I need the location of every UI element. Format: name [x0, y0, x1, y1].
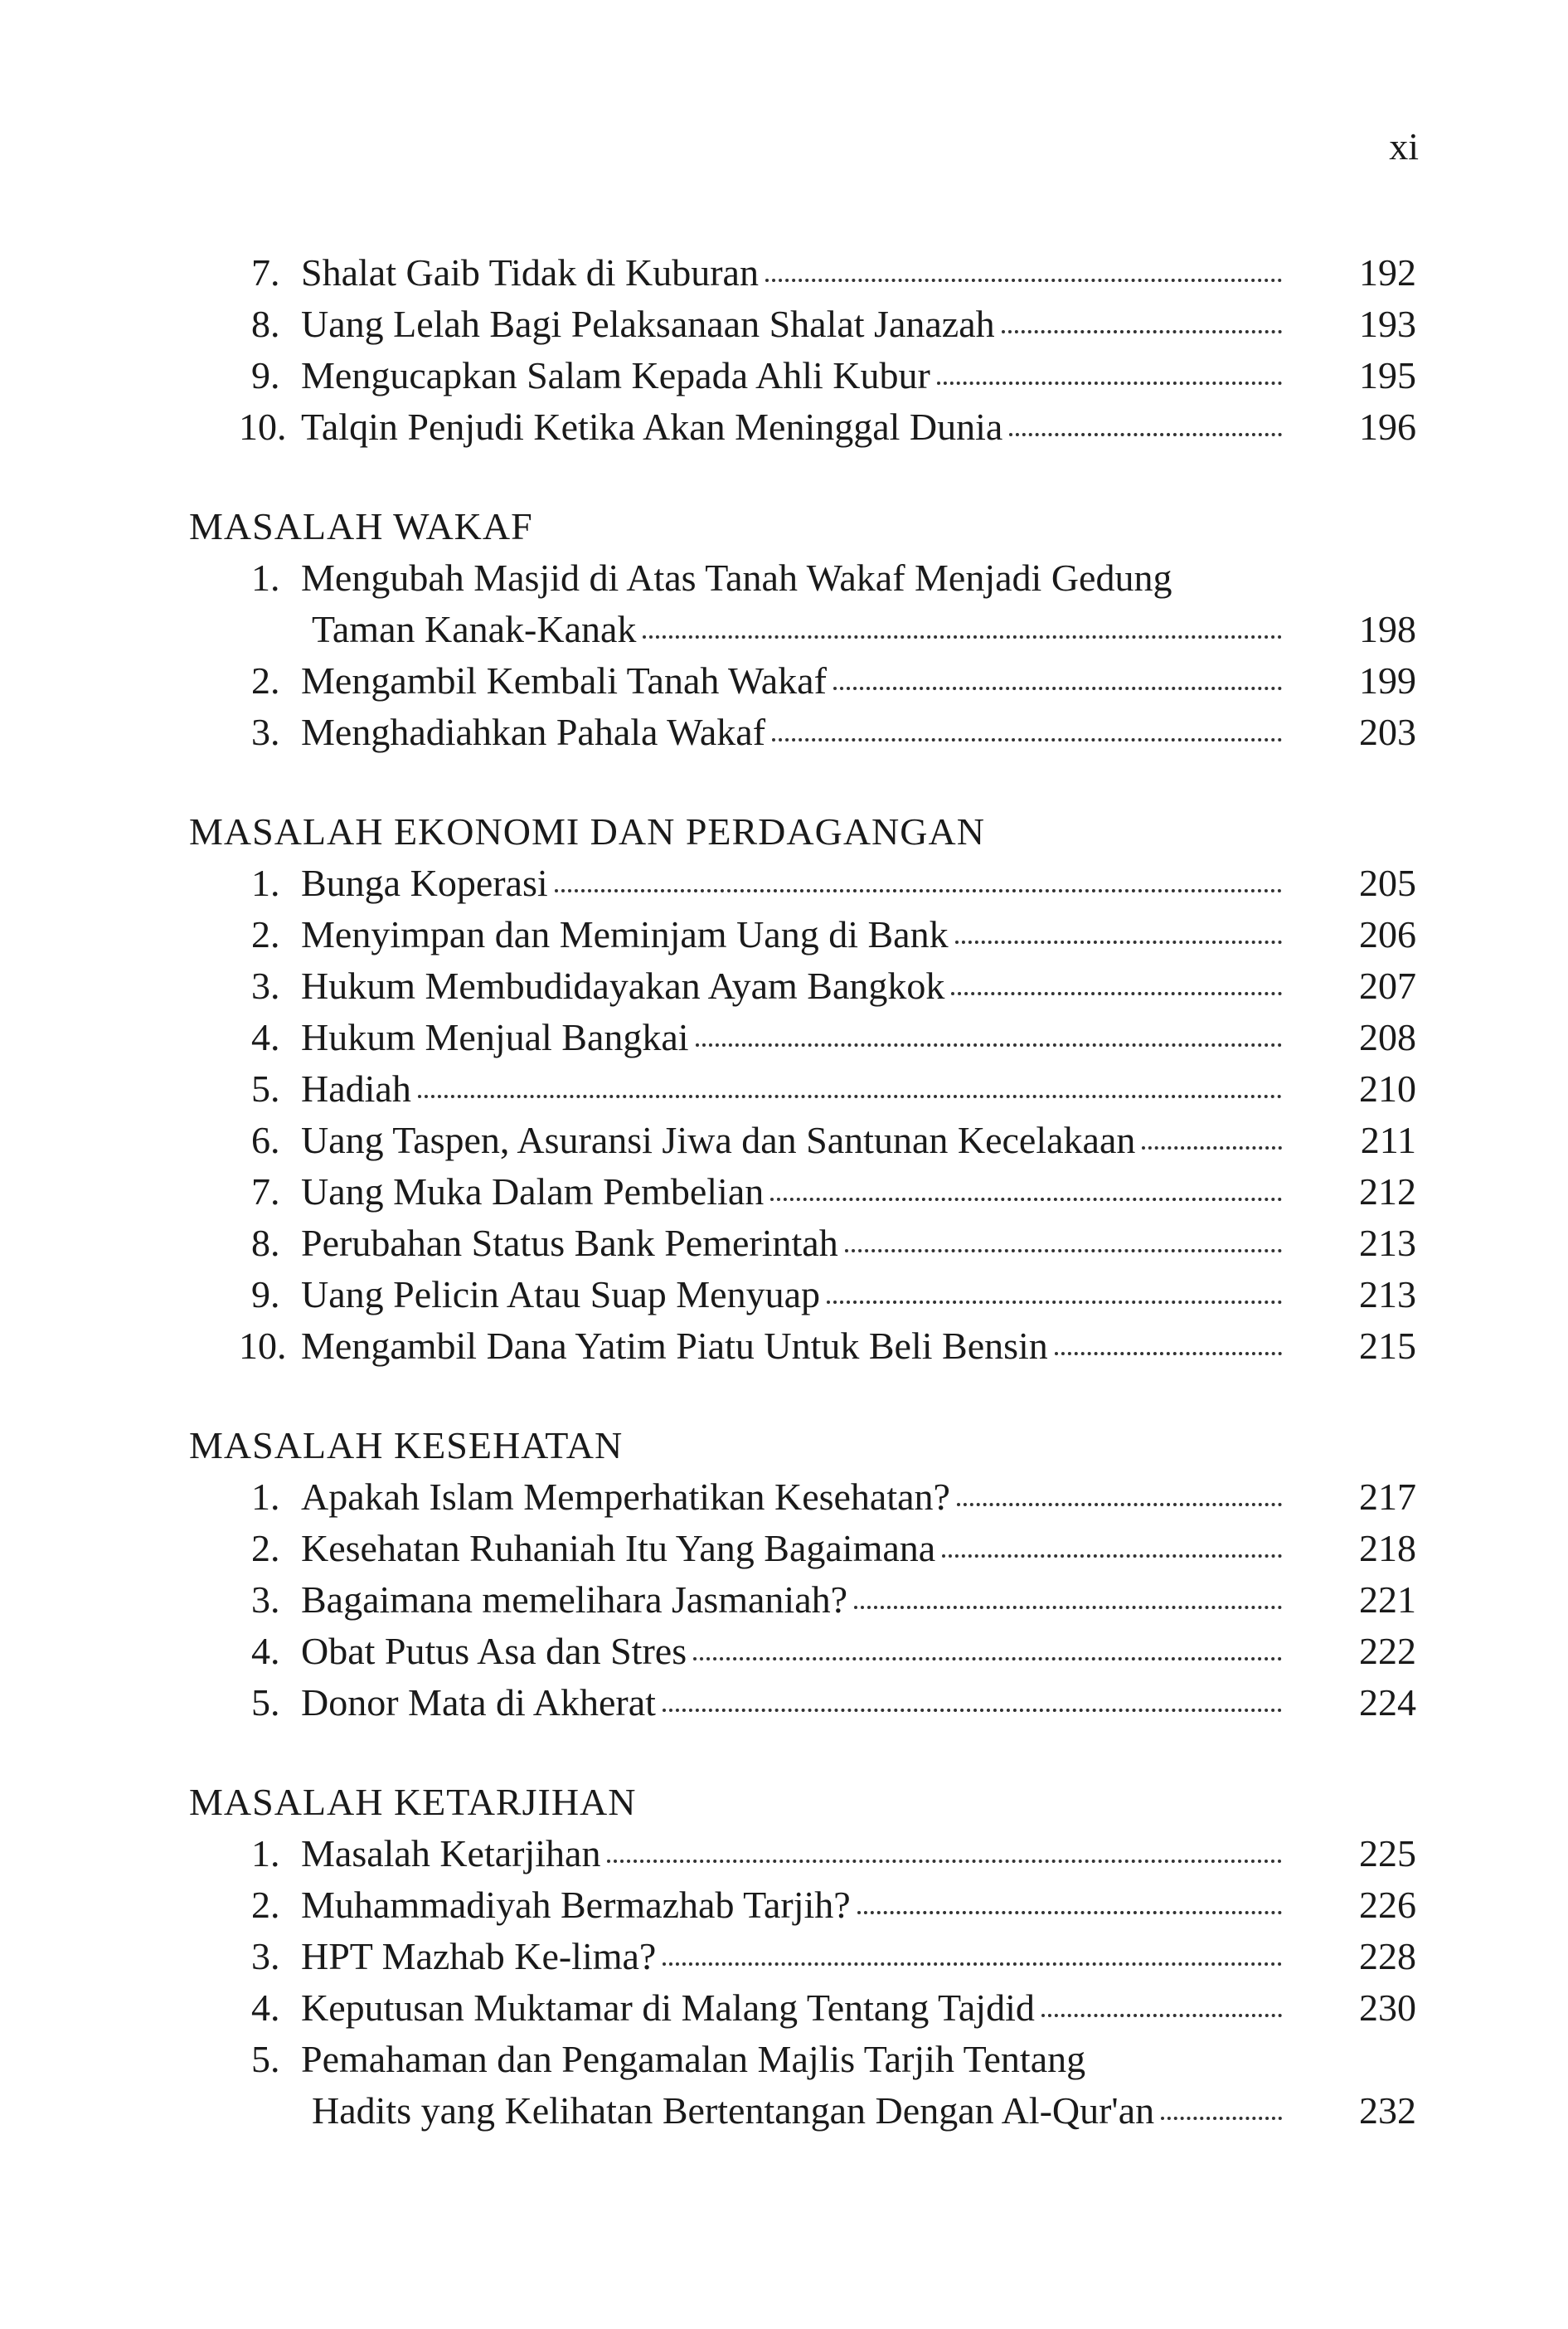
- entry-title: Mengambil Kembali Tanah Wakaf: [301, 659, 827, 702]
- dot-leader: [1041, 1982, 1282, 2017]
- entry-title: Obat Putus Asa dan Stres: [301, 1630, 687, 1672]
- entry-page: 211: [1360, 1119, 1416, 1161]
- entry-page: 192: [1359, 251, 1416, 294]
- toc-entry[interactable]: [189, 960, 1416, 1012]
- toc-entry[interactable]: [189, 1269, 1416, 1320]
- dot-leader: [957, 1471, 1282, 1506]
- dot-leader: [854, 1574, 1282, 1609]
- dot-leader: [643, 604, 1282, 639]
- entry-number: 2.: [251, 1884, 280, 1926]
- entry-page: 198: [1359, 608, 1416, 650]
- entry-page: 199: [1359, 659, 1416, 702]
- toc-entry[interactable]: [189, 1166, 1416, 1218]
- entry-number: 8.: [251, 1222, 280, 1264]
- entry-title: Bagaimana memelihara Jasmaniah?: [301, 1578, 848, 1621]
- entry-page: 222: [1359, 1630, 1416, 1672]
- dot-leader: [696, 1012, 1282, 1047]
- entry-number: 2.: [251, 1527, 280, 1569]
- entry-title: Uang Lelah Bagi Pelaksanaan Shalat Janazah: [301, 303, 995, 345]
- dot-leader: [951, 960, 1282, 995]
- entry-number: 8.: [251, 303, 280, 345]
- entry-page: 226: [1359, 1884, 1416, 1926]
- entry-number: 1.: [251, 862, 280, 904]
- toc-entry[interactable]: [189, 1063, 1416, 1115]
- toc-entry[interactable]: [189, 1931, 1416, 1982]
- entry-number: 2.: [251, 659, 280, 702]
- entry-title: Talqin Penjudi Ketika Akan Meninggal Dunia: [301, 406, 1003, 448]
- dot-leader: [693, 1626, 1282, 1660]
- toc-entry[interactable]: [189, 1677, 1416, 1729]
- dot-leader: [555, 858, 1282, 892]
- dot-leader: [772, 707, 1282, 741]
- toc-entry[interactable]: [189, 858, 1416, 909]
- entry-page: 205: [1359, 862, 1416, 904]
- entry-number: 2.: [251, 913, 280, 955]
- entry-page: 228: [1359, 1935, 1416, 1977]
- dot-leader: [1055, 1320, 1282, 1355]
- toc-entry[interactable]: [189, 707, 1416, 758]
- section-heading: MASALAH KETARJIHAN: [189, 1781, 637, 1823]
- entry-title: Perubahan Status Bank Pemerintah: [301, 1222, 838, 1264]
- toc-entry[interactable]: [189, 1626, 1416, 1677]
- table-of-contents: [189, 247, 1416, 2137]
- entry-title: Apakah Islam Memperhatikan Kesehatan?: [301, 1476, 950, 1518]
- toc-entry[interactable]: [189, 552, 1416, 655]
- section-heading: MASALAH WAKAF: [189, 505, 533, 547]
- toc-entry[interactable]: [189, 1471, 1416, 1523]
- entry-page: 212: [1359, 1170, 1416, 1213]
- dot-leader: [833, 655, 1282, 690]
- entry-title: Mengambil Dana Yatim Piatu Untuk Beli Bensin: [301, 1325, 1048, 1367]
- entry-title: Bunga Koperasi: [301, 862, 548, 904]
- toc-entry[interactable]: [189, 1523, 1416, 1574]
- entry-title-line2: Taman Kanak-Kanak: [312, 608, 637, 650]
- entry-page: 208: [1359, 1016, 1416, 1058]
- dot-leader: [857, 1879, 1282, 1914]
- entry-page: 207: [1359, 965, 1416, 1007]
- entry-page: 224: [1359, 1681, 1416, 1724]
- entry-page: 221: [1359, 1578, 1416, 1621]
- entry-page: 213: [1359, 1273, 1416, 1315]
- entry-page: 215: [1359, 1325, 1416, 1367]
- entry-page: 225: [1359, 1832, 1416, 1874]
- entry-number: 1.: [251, 1476, 280, 1518]
- dot-leader: [942, 1523, 1282, 1558]
- section-heading: MASALAH KESEHATAN: [189, 1424, 624, 1466]
- entry-page: 206: [1359, 913, 1416, 955]
- toc-entry[interactable]: [189, 1828, 1416, 1879]
- toc-section-ketarjihan: [189, 1777, 1416, 2137]
- entry-number: 9.: [251, 1273, 280, 1315]
- entry-number: 4.: [251, 1016, 280, 1058]
- dot-leader: [937, 350, 1282, 385]
- toc-entry[interactable]: [189, 909, 1416, 960]
- entry-number: 6.: [251, 1119, 280, 1161]
- entry-title: Kesehatan Ruhaniah Itu Yang Bagaimana: [301, 1527, 936, 1569]
- toc-entry[interactable]: [189, 247, 1416, 299]
- entry-page: 203: [1359, 711, 1416, 753]
- entry-number: 5.: [251, 1681, 280, 1724]
- toc-entry[interactable]: [189, 2034, 1416, 2137]
- dot-leader: [663, 1931, 1282, 1966]
- entry-title: Keputusan Muktamar di Malang Tentang Tajdid: [301, 1986, 1035, 2029]
- entry-title-line1: Pemahaman dan Pengamalan Majlis Tarjih Tentang: [301, 2038, 1086, 2080]
- entry-number: 9.: [251, 354, 280, 396]
- entry-title: Hadiah: [301, 1067, 411, 1110]
- entry-number: 4.: [251, 1986, 280, 2029]
- entry-number: 3.: [251, 711, 280, 753]
- toc-entry[interactable]: [189, 401, 1416, 453]
- entry-title: Mengucapkan Salam Kepada Ahli Kubur: [301, 354, 930, 396]
- toc-section-kesehatan: [189, 1420, 1416, 1729]
- entry-page: 196: [1359, 406, 1416, 448]
- entry-number: 3.: [251, 1578, 280, 1621]
- dot-leader: [770, 1166, 1282, 1201]
- section-heading: MASALAH EKONOMI DAN PERDAGANGAN: [189, 810, 985, 853]
- entry-page: 193: [1359, 303, 1416, 345]
- dot-leader: [845, 1218, 1282, 1252]
- toc-entry[interactable]: [189, 1574, 1416, 1626]
- dot-leader: [765, 247, 1282, 282]
- entry-number: 4.: [251, 1630, 280, 1672]
- entry-title: Menyimpan dan Meminjam Uang di Bank: [301, 913, 949, 955]
- entry-page: 232: [1359, 2089, 1416, 2132]
- dot-leader: [1002, 299, 1282, 333]
- toc-entry[interactable]: [189, 299, 1416, 350]
- toc-section-wakaf: [189, 501, 1416, 758]
- toc-entry[interactable]: [189, 1320, 1416, 1372]
- dot-leader: [607, 1828, 1282, 1863]
- entry-title: Uang Taspen, Asuransi Jiwa dan Santunan Kecelakaan: [301, 1119, 1136, 1161]
- toc-entry[interactable]: [189, 1982, 1416, 2034]
- entry-title: Masalah Ketarjihan: [301, 1832, 601, 1874]
- entry-number: 1.: [251, 1832, 280, 1874]
- toc-entry[interactable]: [189, 1012, 1416, 1063]
- entry-number: 10.: [239, 406, 287, 448]
- entry-page: 213: [1359, 1222, 1416, 1264]
- entry-title: Muhammadiyah Bermazhab Tarjih?: [301, 1884, 851, 1926]
- entry-page: 195: [1359, 354, 1416, 396]
- entry-title: Menghadiahkan Pahala Wakaf: [301, 711, 766, 753]
- entry-page: 218: [1359, 1527, 1416, 1569]
- entry-number: 5.: [251, 1067, 280, 1110]
- page-number: xi: [1389, 125, 1419, 168]
- entry-number: 1.: [251, 557, 280, 599]
- toc-section-continuation: [189, 247, 1416, 453]
- entry-title: Uang Pelicin Atau Suap Menyuap: [301, 1273, 821, 1315]
- entry-number: 10.: [239, 1325, 287, 1367]
- dot-leader: [663, 1677, 1282, 1712]
- entry-number: 3.: [251, 1935, 280, 1977]
- dot-leader: [1142, 1115, 1282, 1150]
- dot-leader: [827, 1269, 1282, 1304]
- toc-entry[interactable]: [189, 655, 1416, 707]
- toc-section-ekonomi: [189, 806, 1416, 1372]
- entry-page: 217: [1359, 1476, 1416, 1518]
- entry-title: Hukum Membudidayakan Ayam Bangkok: [301, 965, 945, 1007]
- entry-title: Donor Mata di Akherat: [301, 1681, 656, 1724]
- entry-title: Shalat Gaib Tidak di Kuburan: [301, 251, 759, 294]
- dot-leader: [418, 1063, 1282, 1098]
- entry-number: 7.: [251, 1170, 280, 1213]
- entry-page: 230: [1359, 1986, 1416, 2029]
- entry-number: 7.: [251, 251, 280, 294]
- entry-title: Hukum Menjual Bangkai: [301, 1016, 689, 1058]
- toc-entry[interactable]: [189, 1115, 1416, 1166]
- entry-number: 3.: [251, 965, 280, 1007]
- toc-entry[interactable]: [189, 350, 1416, 401]
- dot-leader: [1161, 2085, 1282, 2120]
- entry-number: 5.: [251, 2038, 280, 2080]
- dot-leader: [1009, 401, 1282, 436]
- dot-leader: [955, 909, 1282, 944]
- entry-title-line1: Mengubah Masjid di Atas Tanah Wakaf Menjadi Gedung: [301, 557, 1172, 599]
- toc-entry[interactable]: [189, 1218, 1416, 1269]
- entry-title: Uang Muka Dalam Pembelian: [301, 1170, 765, 1213]
- entry-page: 210: [1359, 1067, 1416, 1110]
- toc-entry[interactable]: [189, 1879, 1416, 1931]
- entry-title-line2: Hadits yang Kelihatan Bertentangan Dengan Al-Qur'an: [312, 2089, 1155, 2132]
- entry-title: HPT Mazhab Ke-lima?: [301, 1935, 657, 1977]
